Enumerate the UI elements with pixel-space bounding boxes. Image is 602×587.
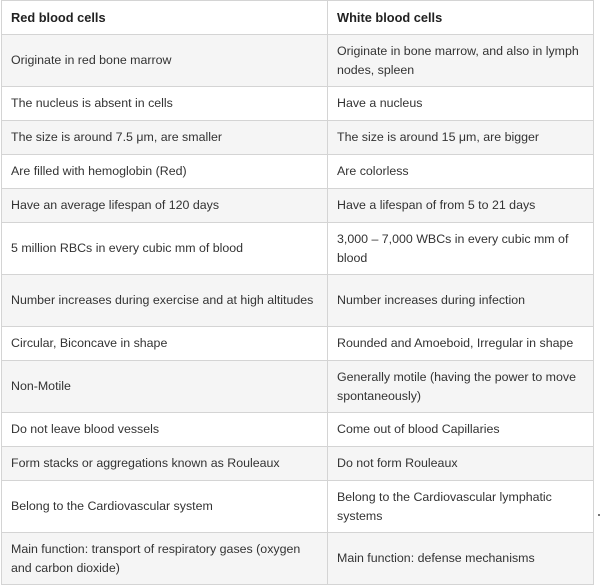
white-cell: Come out of blood Capillaries xyxy=(328,413,594,447)
red-cell: Main function: transport of respiratory gases (oxygen and carbon dioxide) xyxy=(2,533,328,585)
white-cell: Do not form Rouleaux xyxy=(328,447,594,481)
red-cell: Non-Motile xyxy=(2,361,328,413)
white-cell: Have a nucleus xyxy=(328,87,594,121)
comparison-table xyxy=(1,0,594,585)
white-cell: Have a lifespan of from 5 to 21 days xyxy=(328,189,594,223)
red-cell: Circular, Biconcave in shape xyxy=(2,327,328,361)
red-cell: Do not leave blood vessels xyxy=(2,413,328,447)
table-row xyxy=(2,275,594,327)
white-cell: The size is around 15 μm, are bigger xyxy=(328,121,594,155)
table-row xyxy=(2,533,594,585)
red-cell: Number increases during exercise and at high altitudes xyxy=(2,275,328,327)
red-cell: Originate in red bone marrow xyxy=(2,35,328,87)
table-header xyxy=(2,1,594,35)
white-cell: Number increases during infection xyxy=(328,275,594,327)
red-cell: 5 million RBCs in every cubic mm of blood xyxy=(2,223,328,275)
red-cell: Have an average lifespan of 120 days xyxy=(2,189,328,223)
white-cell: Main function: defense mechanisms xyxy=(328,533,594,585)
table-row xyxy=(2,447,594,481)
white-cell: Belong to the Cardiovascular lymphatic systems xyxy=(328,481,594,533)
red-cell: The size is around 7.5 μm, are smaller xyxy=(2,121,328,155)
white-cell: Generally motile (having the power to move spontaneously) xyxy=(328,361,594,413)
white-cell: Originate in bone marrow, and also in lymph nodes, spleen xyxy=(328,35,594,87)
table-row xyxy=(2,189,594,223)
red-cell: Belong to the Cardiovascular system xyxy=(2,481,328,533)
table-row xyxy=(2,327,594,361)
table-row xyxy=(2,481,594,533)
red-cell: The nucleus is absent in cells xyxy=(2,87,328,121)
stray-dot-mark xyxy=(598,514,600,516)
table-row xyxy=(2,223,594,275)
white-cell: Rounded and Amoeboid, Irregular in shape xyxy=(328,327,594,361)
red-cell: Are filled with hemoglobin (Red) xyxy=(2,155,328,189)
table-body xyxy=(2,35,594,585)
red-cell: Form stacks or aggregations known as Rouleaux xyxy=(2,447,328,481)
table-row xyxy=(2,87,594,121)
table-row xyxy=(2,121,594,155)
table-row xyxy=(2,361,594,413)
table-row xyxy=(2,413,594,447)
header-white-blood-cells: White blood cells xyxy=(328,1,594,35)
table-row xyxy=(2,35,594,87)
header-red-blood-cells: Red blood cells xyxy=(2,1,328,35)
white-cell: Are colorless xyxy=(328,155,594,189)
table-row xyxy=(2,155,594,189)
header-row xyxy=(2,1,594,35)
white-cell: 3,000 – 7,000 WBCs in every cubic mm of blood xyxy=(328,223,594,275)
